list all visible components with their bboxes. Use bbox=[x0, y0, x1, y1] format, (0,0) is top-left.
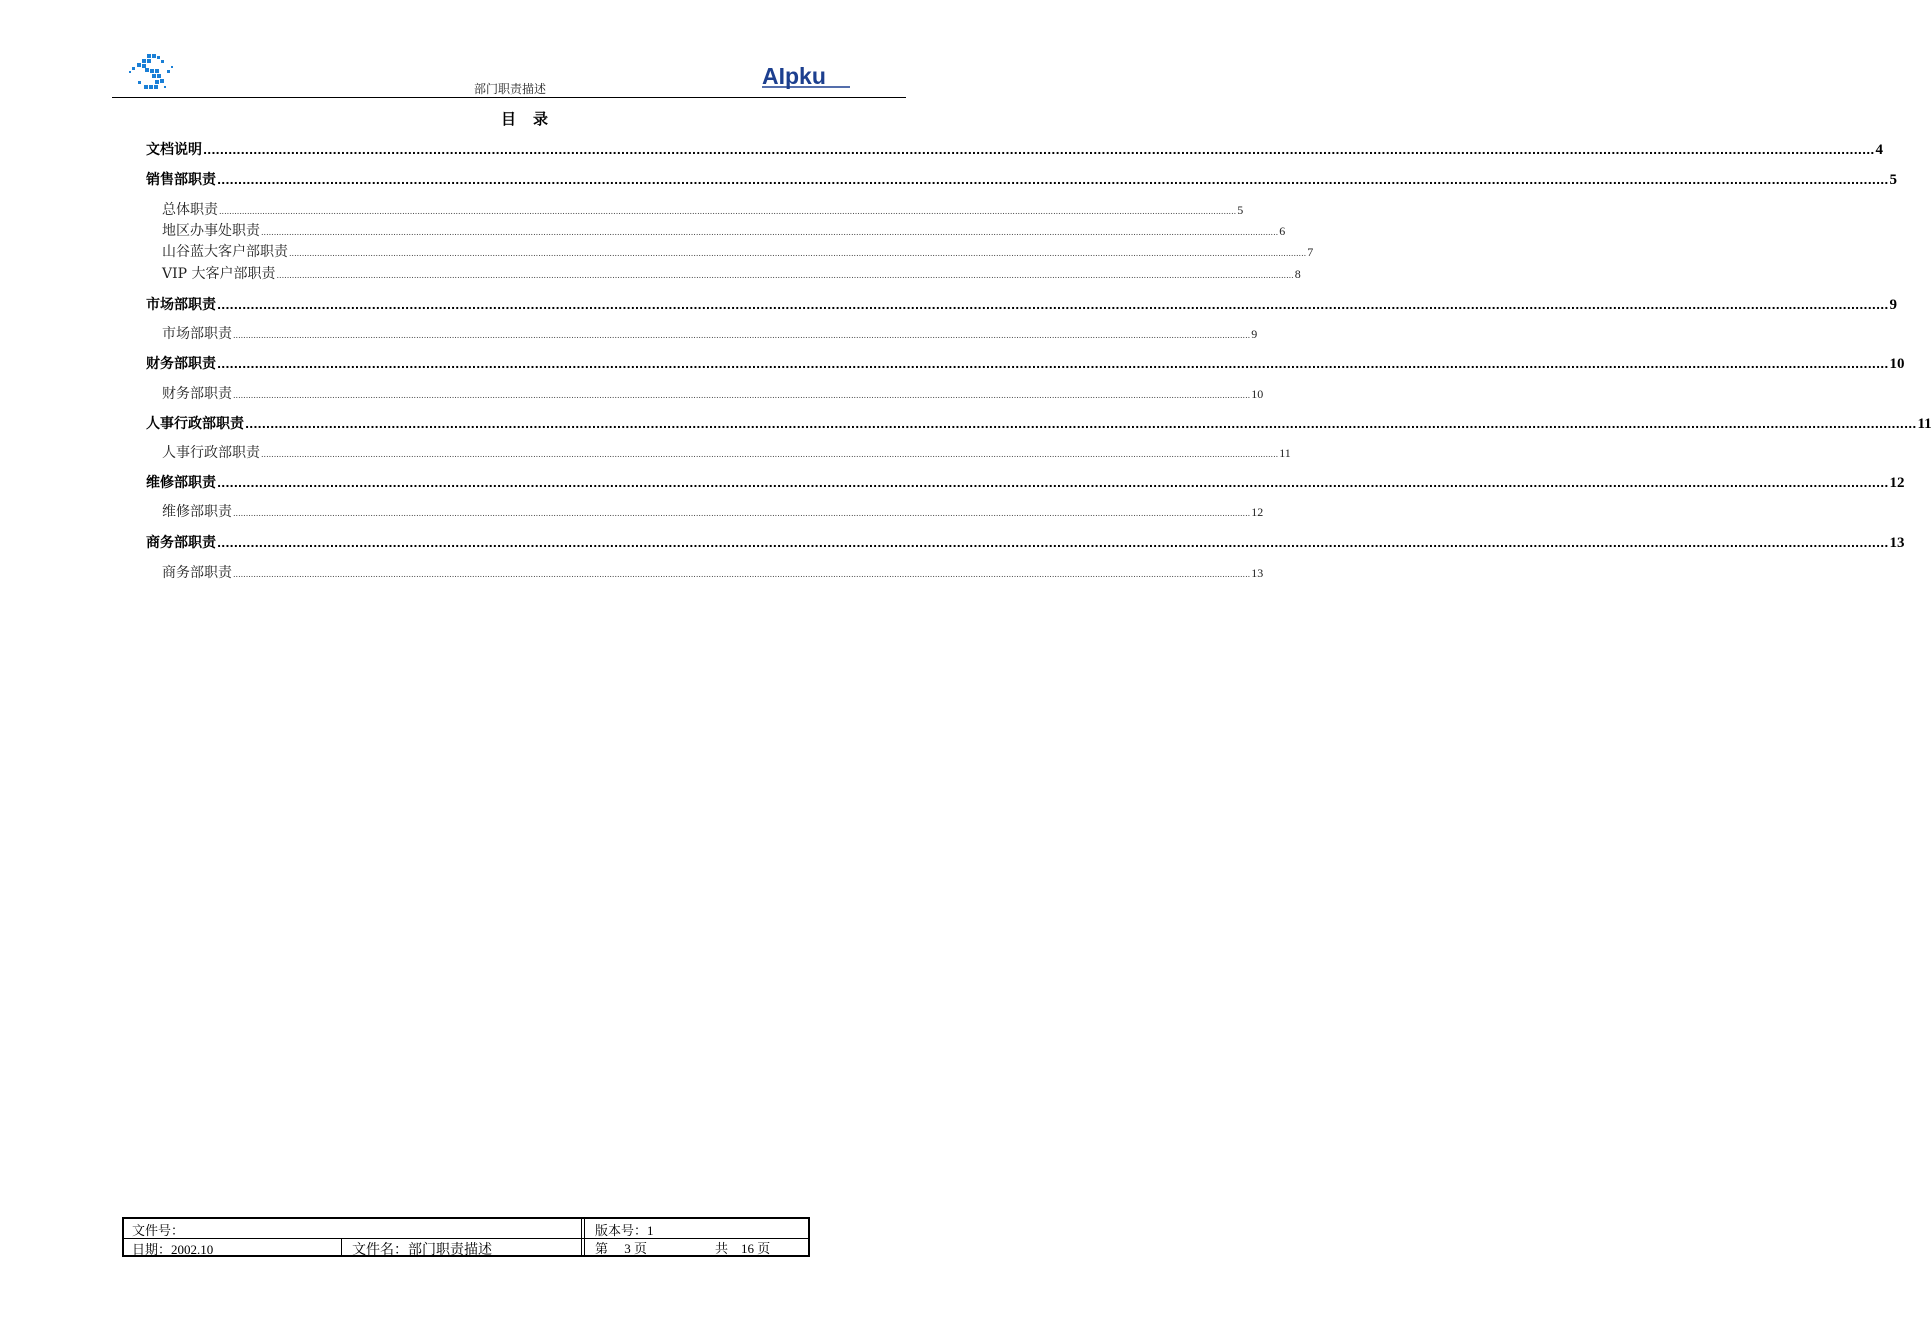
toc-leader-dots: ................................................................................................................................................................................................................................................................................................................................................................................................................ bbox=[217, 477, 1889, 490]
toc-leader-dots: ................................................................................................................................................................................................................................................................................................................................................................................................................ bbox=[217, 358, 1889, 371]
toc-entry-page-number: 9 bbox=[1889, 297, 1897, 313]
company-s-logo-icon bbox=[128, 52, 174, 92]
toc-entry-section[interactable] bbox=[146, 413, 1932, 433]
toc-entry-section[interactable] bbox=[146, 532, 1905, 552]
toc-title: 目 录 bbox=[500, 110, 549, 128]
toc-entry-label: 总体职责 bbox=[162, 202, 218, 218]
toc-leader-dots: ................................................................................................................................................................................................................................................................................................................................................................................................................ bbox=[217, 174, 1889, 187]
toc-entry-label: 市场部职责 bbox=[162, 326, 232, 342]
toc-entry-page-number: 12 bbox=[1251, 505, 1264, 519]
header-title: 部门职责描述 bbox=[473, 82, 546, 96]
toc-entry-subsection[interactable] bbox=[162, 383, 1264, 403]
toc-leader-dots: ................................................................................................................................................................................................................................................................................................................................................................................................................ bbox=[233, 570, 1251, 579]
footer-total-pages: 共 16 页 bbox=[715, 1241, 771, 1256]
toc-entry-page-number: 9 bbox=[1251, 327, 1258, 341]
toc-entry-label: 市场部职责 bbox=[146, 297, 216, 313]
toc-entry-subsection[interactable] bbox=[162, 442, 1291, 462]
toc-entry-page-number: 10 bbox=[1889, 356, 1905, 372]
toc-entry-page-number: 13 bbox=[1251, 566, 1264, 580]
toc-entry-label: 文档说明 bbox=[146, 142, 202, 158]
toc-leader-dots: ................................................................................................................................................................................................................................................................................................................................................................................................................ bbox=[203, 144, 1875, 157]
toc-entry-label: 维修部职责 bbox=[146, 475, 216, 491]
toc-leader-dots: ................................................................................................................................................................................................................................................................................................................................................................................................................ bbox=[217, 299, 1889, 312]
toc-entry-page-number: 6 bbox=[1279, 224, 1286, 238]
toc-entry-section[interactable] bbox=[146, 139, 1883, 159]
toc-entry-page-number: 11 bbox=[1279, 446, 1291, 460]
toc-entry-section[interactable] bbox=[146, 169, 1897, 189]
toc-leader-dots: ................................................................................................................................................................................................................................................................................................................................................................................................................ bbox=[233, 509, 1251, 518]
toc-entry-subsection[interactable] bbox=[162, 241, 1314, 261]
toc-entry-subsection[interactable] bbox=[162, 501, 1264, 521]
toc-entry-label: 财务部职责 bbox=[162, 386, 232, 402]
toc-entry-page-number: 13 bbox=[1889, 535, 1905, 551]
toc-leader-dots: ................................................................................................................................................................................................................................................................................................................................................................................................................ bbox=[219, 207, 1237, 216]
footer-date: 日期：2002.10 bbox=[132, 1242, 214, 1257]
toc-leader-dots: ................................................................................................................................................................................................................................................................................................................................................................................................................ bbox=[261, 228, 1279, 237]
footer-file-name: 文件名：部门职责描述 bbox=[352, 1243, 492, 1258]
toc-entry-section[interactable] bbox=[146, 353, 1905, 373]
toc-entry-page-number: 11 bbox=[1917, 416, 1932, 432]
toc-entry-label: 商务部职责 bbox=[146, 535, 216, 551]
aipku-logo bbox=[760, 62, 852, 90]
toc-entry-label: 地区办事处职责 bbox=[162, 223, 260, 239]
toc-entry-page-number: 5 bbox=[1237, 203, 1244, 217]
toc-leader-dots: ................................................................................................................................................................................................................................................................................................................................................................................................................ bbox=[233, 391, 1251, 400]
footer-version: 版本号：1 bbox=[595, 1223, 654, 1238]
toc-entry-label: 商务部职责 bbox=[162, 565, 232, 581]
toc-entry-subsection[interactable] bbox=[162, 220, 1286, 240]
toc-entry-label: 维修部职责 bbox=[162, 504, 232, 520]
toc-entry-label: 人事行政部职责 bbox=[146, 416, 244, 432]
toc-entry-subsection[interactable] bbox=[162, 562, 1264, 582]
toc-entry-page-number: 10 bbox=[1251, 387, 1264, 401]
toc-leader-dots: ................................................................................................................................................................................................................................................................................................................................................................................................................ bbox=[233, 331, 1251, 340]
toc-entry-page-number: 7 bbox=[1307, 245, 1314, 259]
toc-entry-subsection[interactable] bbox=[162, 199, 1244, 219]
toc-entry-section[interactable] bbox=[146, 294, 1897, 314]
footer-doc-number: 文件号： bbox=[132, 1223, 185, 1238]
aipku-logo-text: AIpku bbox=[762, 63, 826, 89]
toc-leader-dots: ................................................................................................................................................................................................................................................................................................................................................................................................................ bbox=[261, 450, 1279, 459]
toc-entry-label: 销售部职责 bbox=[146, 172, 216, 188]
footer-page-number: 第 3 页 bbox=[595, 1241, 648, 1256]
toc-entry-section[interactable] bbox=[146, 472, 1905, 492]
toc-leader-dots: ................................................................................................................................................................................................................................................................................................................................................................................................................ bbox=[217, 537, 1889, 550]
toc-entry-label: 山谷蓝大客户部职责 bbox=[162, 244, 288, 260]
toc-entry-page-number: 5 bbox=[1889, 172, 1897, 188]
toc-leader-dots: ................................................................................................................................................................................................................................................................................................................................................................................................................ bbox=[276, 271, 1294, 280]
toc-leader-dots: ................................................................................................................................................................................................................................................................................................................................................................................................................ bbox=[245, 418, 1917, 431]
toc-entry-label: 财务部职责 bbox=[146, 356, 216, 372]
toc-entry-page-number: 4 bbox=[1875, 142, 1883, 158]
toc-entry-subsection[interactable] bbox=[162, 323, 1258, 343]
toc-leader-dots: ................................................................................................................................................................................................................................................................................................................................................................................................................ bbox=[289, 249, 1307, 258]
header-divider bbox=[112, 97, 906, 98]
toc-entry-page-number: 12 bbox=[1889, 475, 1905, 491]
footer-info-table bbox=[122, 1217, 810, 1257]
toc-entry-page-number: 8 bbox=[1294, 267, 1301, 281]
toc-entry-subsection[interactable] bbox=[162, 263, 1301, 283]
toc-entry-label: 人事行政部职责 bbox=[162, 445, 260, 461]
toc-entry-label: VIP 大客户部职责 bbox=[162, 266, 276, 282]
